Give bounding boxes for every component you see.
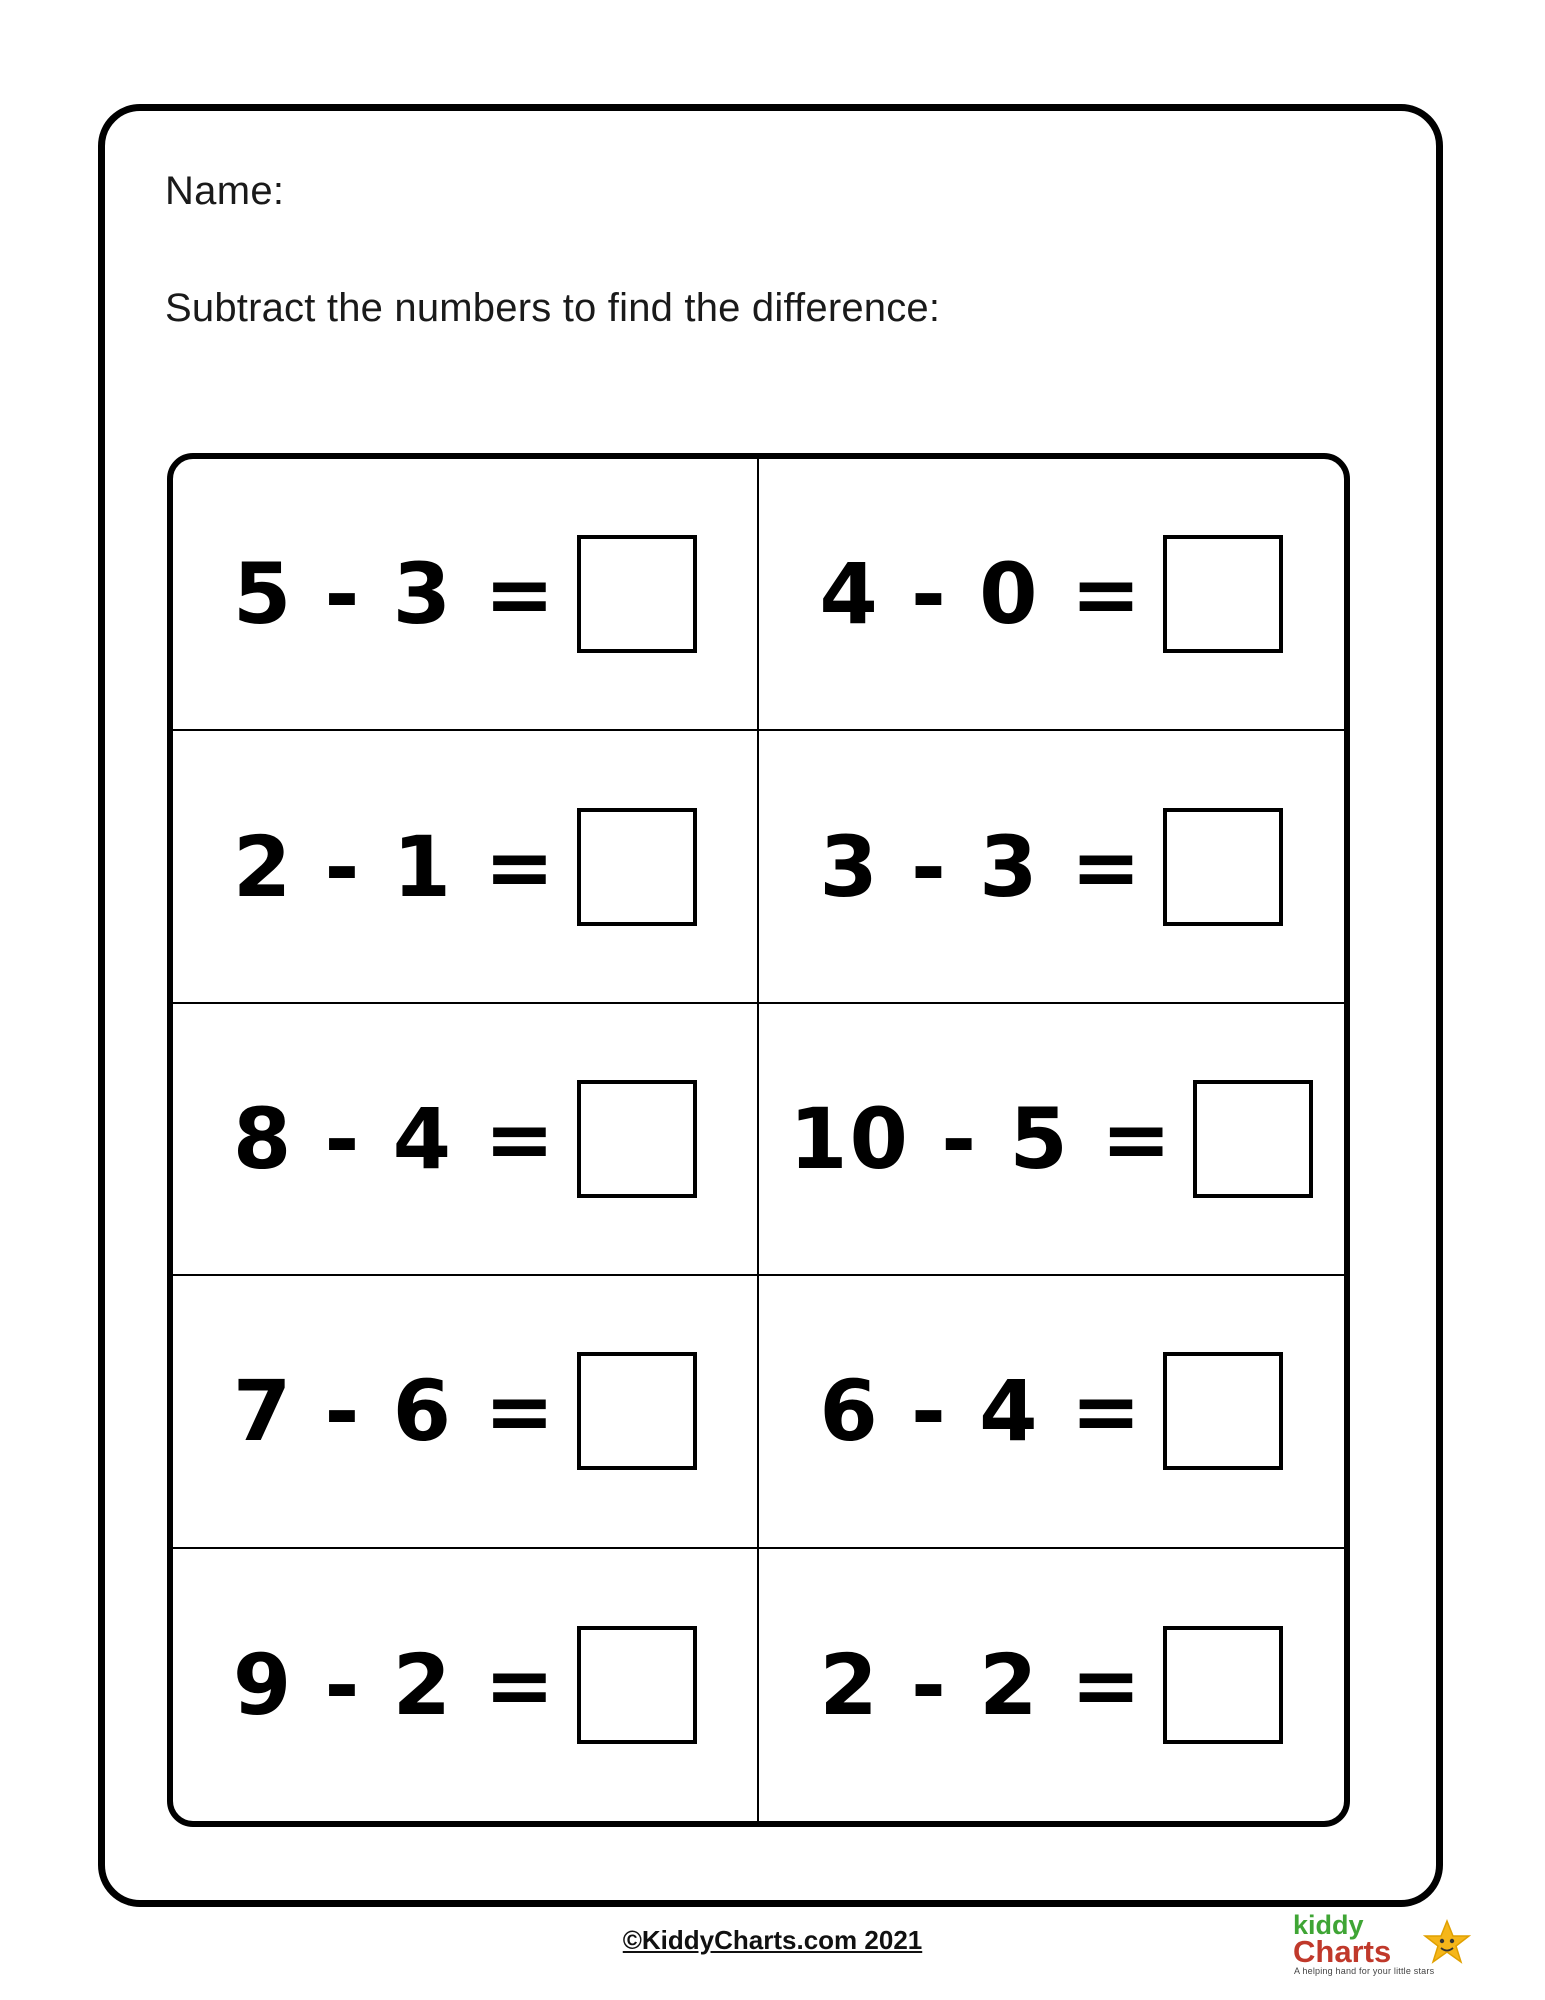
problem-expression: 8 - 4 =	[232, 1089, 557, 1188]
name-label: Name:	[165, 169, 285, 213]
answer-box[interactable]	[1193, 1080, 1313, 1198]
answer-box[interactable]	[1163, 808, 1283, 926]
worksheet-header	[165, 169, 1365, 331]
problem-expression: 4 - 0 =	[819, 545, 1144, 644]
problem-1	[173, 535, 757, 653]
problems-table	[167, 453, 1350, 1827]
answer-box[interactable]	[1163, 535, 1283, 653]
problem-2	[759, 535, 1345, 653]
answer-box[interactable]	[577, 535, 697, 653]
problem-3	[173, 808, 757, 926]
problem-5	[173, 1080, 757, 1198]
problem-expression: 3 - 3 =	[819, 817, 1144, 916]
problem-7	[173, 1352, 757, 1470]
problem-4	[759, 808, 1345, 926]
problem-cell	[759, 1276, 1345, 1548]
problem-8	[759, 1352, 1345, 1470]
problem-expression: 7 - 6 =	[232, 1362, 557, 1461]
problem-expression: 6 - 4 =	[819, 1362, 1144, 1461]
problem-9	[173, 1626, 757, 1744]
worksheet-border	[98, 104, 1443, 1907]
problem-expression: 5 - 3 =	[232, 545, 557, 644]
answer-box[interactable]	[577, 1080, 697, 1198]
problem-expression: 10 - 5 =	[789, 1089, 1174, 1188]
problem-cell	[173, 731, 759, 1003]
brand-name-charts: Charts	[1293, 1934, 1392, 1969]
copyright-text: ©KiddyCharts.com 2021	[622, 1925, 923, 1955]
problem-expression: 2 - 2 =	[819, 1635, 1144, 1734]
problem-6	[759, 1080, 1345, 1198]
problems-grid	[173, 459, 1344, 1821]
problem-cell	[173, 1276, 759, 1548]
problem-expression: 9 - 2 =	[232, 1635, 557, 1734]
problem-cell	[173, 1004, 759, 1276]
problem-cell	[173, 459, 759, 731]
answer-box[interactable]	[1163, 1626, 1283, 1744]
answer-box[interactable]	[1163, 1352, 1283, 1470]
kiddycharts-logo	[1287, 1908, 1477, 1982]
instruction-text: Subtract the numbers to find the difference:	[165, 286, 941, 330]
star-icon	[1423, 1918, 1471, 1966]
problem-cell	[759, 731, 1345, 1003]
problem-cell	[759, 1549, 1345, 1821]
problem-cell	[759, 459, 1345, 731]
brand-tagline: A helping hand for your little stars	[1294, 1966, 1435, 1976]
problem-expression: 2 - 1 =	[232, 817, 557, 916]
answer-box[interactable]	[577, 1626, 697, 1744]
problem-10	[759, 1626, 1345, 1744]
problem-cell	[173, 1549, 759, 1821]
brand-name-kiddy: kiddy	[1293, 1910, 1364, 1940]
problem-cell	[759, 1004, 1345, 1276]
answer-box[interactable]	[577, 808, 697, 926]
answer-box[interactable]	[577, 1352, 697, 1470]
